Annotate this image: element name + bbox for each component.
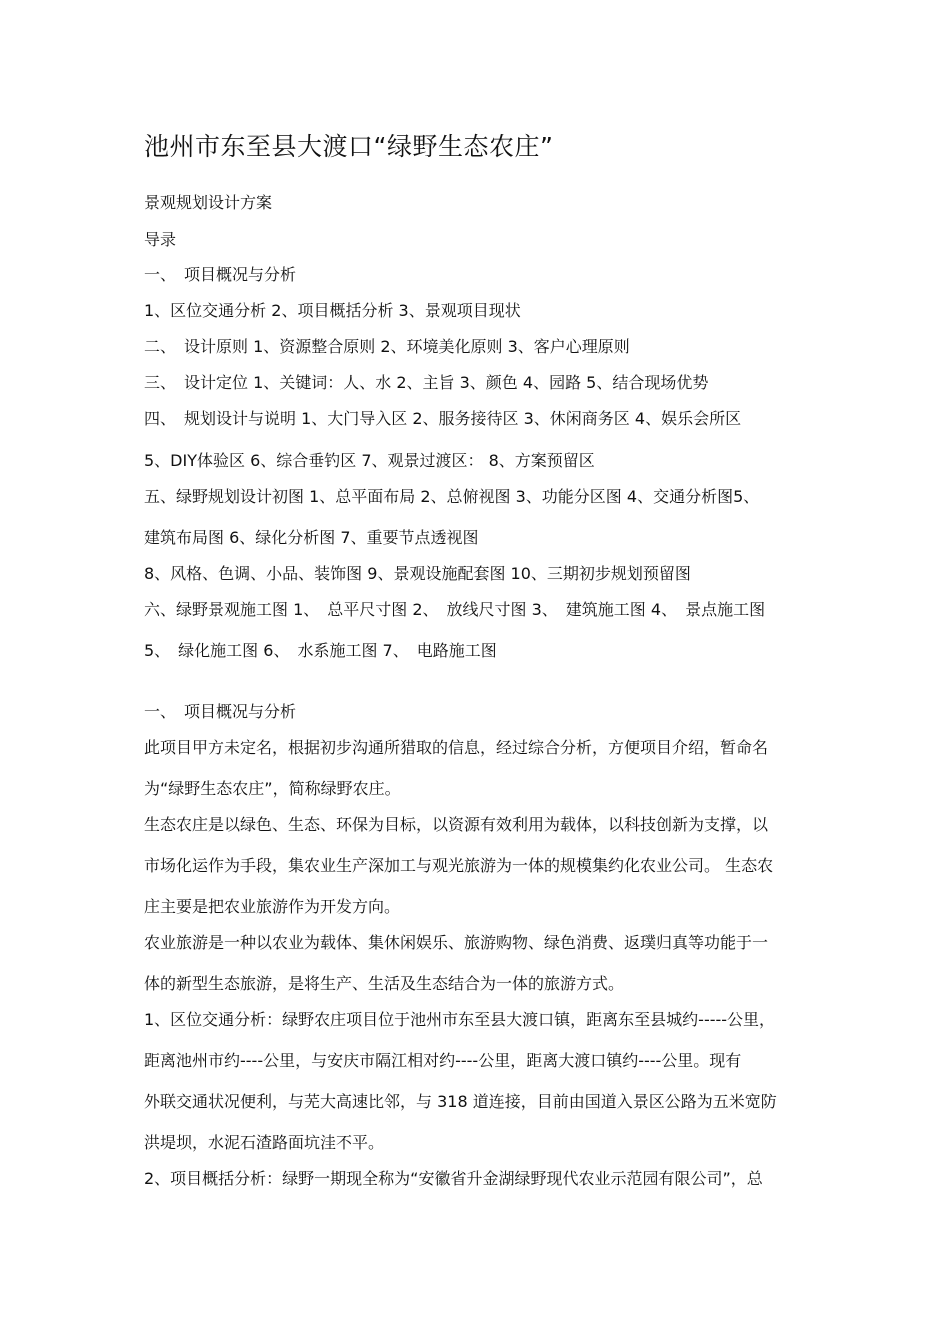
paragraph-line: 2、项目概括分析：绿野一期现全称为“安徽省升金湖绿野现代农业示范园有限公司”，总 [144, 1169, 763, 1188]
document-title: 池州市东至县大渡口“绿野生态农庄” [144, 132, 554, 161]
toc-heading: 导录 [144, 230, 177, 249]
paragraph-line: 1、区位交通分析：绿野农庄项目位于池州市东至县大渡口镇，距离东至县城约-----公里， [144, 1010, 776, 1029]
toc-section-5: 五、绿野规划设计初图 1、总平面布局 2、总俯视图 3、功能分区图 4、交通分析图5、 [144, 487, 760, 506]
toc-section-4: 四、 规划设计与说明 1、大门导入区 2、服务接待区 3、休闲商务区 4、娱乐会所区 [144, 409, 742, 428]
paragraph-line: 为“绿野生态农庄”，简称绿野农庄。 [144, 779, 401, 798]
toc-section-6-cont: 5、 绿化施工图 6、 水系施工图 7、 电路施工图 [144, 641, 497, 660]
paragraph-line: 市场化运作为手段，集农业生产深加工与观光旅游为一体的规模集约化农业公司。 生态农 [144, 856, 774, 875]
paragraph-line: 此项目甲方未定名，根据初步沟通所猎取的信息，经过综合分析，方便项目介绍，暂命名 [144, 738, 769, 757]
toc-section-2: 二、 设计原则 1、资源整合原则 2、环境美化原则 3、客户心理原则 [144, 337, 630, 356]
toc-section-3: 三、 设计定位 1、关键词：人、水 2、主旨 3、颜色 4、园路 5、结合现场优势 [144, 373, 709, 392]
paragraph-line: 距离池州市约----公里，与安庆市隔江相对约----公里，距离大渡口镇约----公里。现有 [144, 1051, 742, 1070]
toc-section-1: 一、 项目概况与分析 [144, 265, 297, 284]
toc-section-6: 六、绿野景观施工图 1、 总平尺寸图 2、 放线尺寸图 3、 建筑施工图 4、 景点施工图 [144, 600, 766, 619]
subtitle: 景观规划设计方案 [144, 193, 273, 212]
toc-section-1-items: 1、区位交通分析 2、项目概括分析 3、景观项目现状 [144, 301, 521, 320]
toc-section-5-cont: 建筑布局图 6、绿化分析图 7、重要节点透视图 [144, 528, 479, 547]
paragraph-line: 外联交通状况便利，与芜大高速比邻，与 318 道连接，目前由国道入景区公路为五米宽防 [144, 1092, 777, 1111]
toc-section-5-cont-2: 8、风格、色调、小品、装饰图 9、景观设施配套图 10、三期初步规划预留图 [144, 564, 691, 583]
toc-section-4-cont: 5、DIY体验区 6、综合垂钓区 7、观景过渡区： 8、方案预留区 [144, 451, 595, 470]
paragraph-line: 洪堤坝，水泥石渣路面坑洼不平。 [144, 1133, 385, 1152]
paragraph-line: 生态农庄是以绿色、生态、环保为目标，以资源有效利用为载体，以科技创新为支撑，以 [144, 815, 769, 834]
paragraph-line: 庄主要是把农业旅游作为开发方向。 [144, 897, 401, 916]
section-1-heading: 一、 项目概况与分析 [144, 702, 297, 721]
paragraph-line: 体的新型生态旅游，是将生产、生活及生态结合为一体的旅游方式。 [144, 974, 625, 993]
paragraph-line: 农业旅游是一种以农业为载体、集休闲娱乐、旅游购物、绿色消费、返璞归真等功能于一 [144, 933, 769, 952]
